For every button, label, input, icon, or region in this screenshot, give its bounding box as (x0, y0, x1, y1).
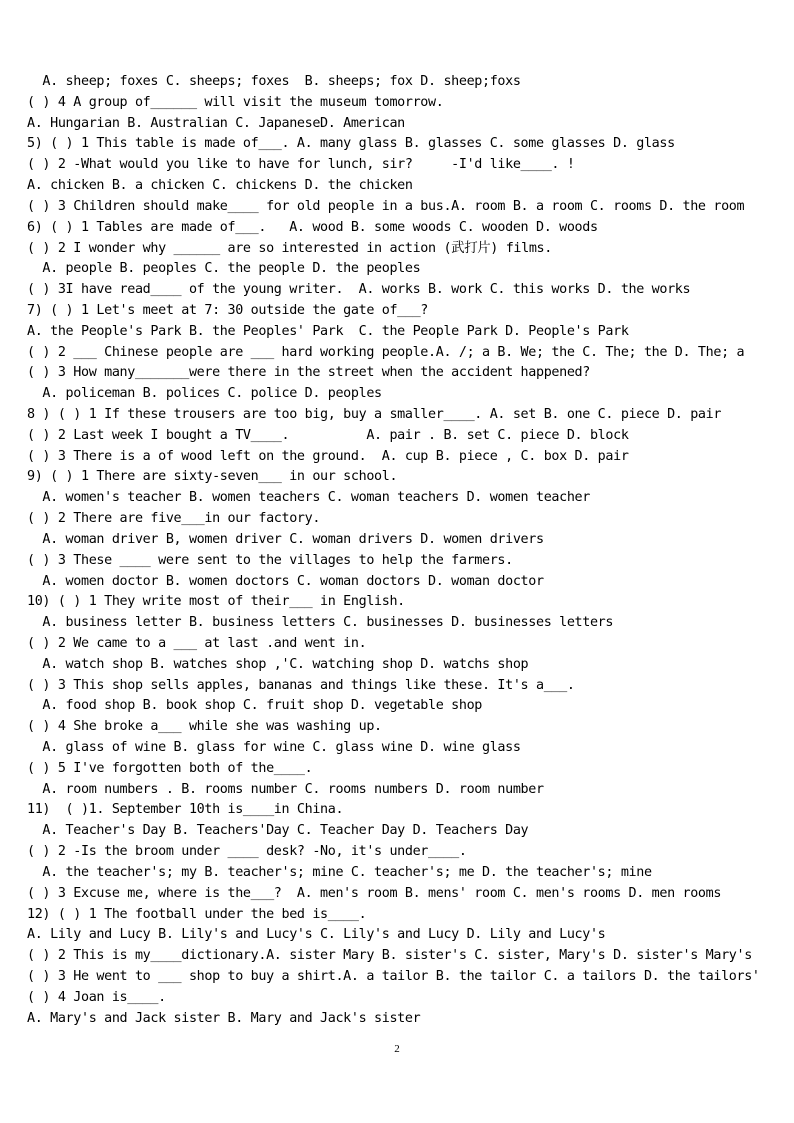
text-line: ( ) 4 She broke a___ while she was washing up. (27, 719, 382, 735)
text-line: ( ) 3 How many_______were there in the street when the accident happened? (27, 365, 590, 381)
text-line: 7) ( ) 1 Let's meet at 7: 30 outside the gate of___? (27, 302, 429, 318)
text-line: 5) ( ) 1 This table is made of___. A. many glass B. glasses C. some glasses D. glass (27, 136, 675, 152)
text-line: ( ) 2 This is my____dictionary.A. sister Mary B. sister's C. sister, Mary's D. sister's Mary's (27, 948, 752, 964)
text-line: A. people B. peoples C. the people D. the peoples (27, 261, 421, 277)
text-line: ( ) 2 I wonder why ______ are so interested in action (武打片) films. (27, 240, 552, 256)
text-line: A. room numbers . B. rooms number C. rooms numbers D. room number (27, 781, 544, 797)
text-line: A. sheep; foxes C. sheeps; foxes B. sheeps; fox D. sheep;foxs (27, 74, 521, 89)
text-line: ( ) 2 Last week I bought a TV____. A. pair . B. set C. piece D. block (27, 427, 629, 443)
text-line: A. the People's Park B. the Peoples' Park C. the People Park D. People's Park (27, 323, 629, 339)
text-line: A. Hungarian B. Australian C. JapaneseD. American (27, 115, 405, 131)
text-line: A. women's teacher B. women teachers C. woman teachers D. women teacher (27, 490, 590, 506)
text-line: A. glass of wine B. glass for wine C. glass wine D. wine glass (27, 740, 521, 755)
text-line: ( ) 2 -Is the broom under ____ desk? -No, it's under____. (27, 844, 467, 860)
text-line: 10) ( ) 1 They write most of their___ in English. (27, 594, 405, 610)
text-line: ( ) 3 This shop sells apples, bananas and things like these. It's a___. (27, 677, 575, 693)
text-line: A. women doctor B. women doctors C. woman doctors D. woman doctor (27, 573, 544, 589)
text-line: ( ) 4 Joan is____. (27, 989, 166, 1005)
text-line: 6) ( ) 1 Tables are made of___. A. wood B. some woods C. wooden D. woods (27, 219, 598, 235)
text-line: ( ) 2 We came to a ___ at last .and went in. (27, 635, 367, 651)
text-line: ( ) 3 These ____ were sent to the villages to help the farmers. (27, 552, 513, 568)
text-line: 12) ( ) 1 The football under the bed is____. (27, 906, 367, 922)
text-line: ( ) 3 Excuse me, where is the___? A. men's room B. mens' room C. men's rooms D. men rooms (27, 885, 722, 901)
text-line: ( ) 4 A group of______ will visit the museum tomorrow. (27, 94, 444, 110)
text-line: A. the teacher's; my B. teacher's; mine C. teacher's; me D. the teacher's; mine (27, 864, 652, 880)
text-line: ( ) 3 There is a of wood left on the ground. A. cup B. piece , C. box D. pair (27, 448, 629, 464)
text-line: A. watch shop B. watches shop ,'C. watching shop D. watchs shop (27, 656, 529, 672)
text-line: 11) ( )1. September 10th is____in China. (27, 802, 344, 818)
text-line: A. chicken B. a chicken C. chickens D. the chicken (27, 178, 413, 194)
text-line: A. food shop B. book shop C. fruit shop D. vegetable shop (27, 698, 482, 714)
text-line: A. business letter B. business letters C. businesses D. businesses letters (27, 615, 614, 631)
text-line: ( ) 2 -What would you like to have for lunch, sir? -I'd like____. ! (27, 157, 575, 173)
text-line: ( ) 2 ___ Chinese people are ___ hard working people.A. /; a B. We; the C. The; the D. The; a (27, 344, 745, 360)
text-line: ( ) 2 There are five___in our factory. (27, 511, 321, 527)
text-line: ( ) 3 Children should make____ for old people in a bus.A. room B. a room C. rooms D. the room (27, 198, 745, 214)
text-line: A. Lily and Lucy B. Lily's and Lucy's C. Lily's and Lucy D. Lily and Lucy's (27, 927, 606, 943)
text-line: ( ) 5 I've forgotten both of the____. (27, 760, 313, 776)
text-line: A. Mary's and Jack sister B. Mary and Jack's sister (27, 1010, 421, 1026)
text-line: 8 ) ( ) 1 If these trousers are too big, buy a smaller____. A. set B. one C. piece D. pair (27, 407, 722, 422)
text-line: 9) ( ) 1 There are sixty-seven___ in our school. (27, 469, 398, 485)
text-line: A. woman driver B, women driver C. woman drivers D. women drivers (27, 531, 544, 547)
exercise-text (27, 72, 787, 1029)
text-line: A. Teacher's Day B. Teachers'Day C. Teacher Day D. Teachers Day (27, 823, 529, 839)
text-line: A. policeman B. polices C. police D. peoples (27, 386, 382, 402)
text-line: ( ) 3I have read____ of the young writer. A. works B. work C. this works D. the works (27, 282, 691, 298)
text-line: ( ) 3 He went to ___ shop to buy a shirt.A. a tailor B. the tailor C. a tailors D. the tailors' (27, 968, 760, 984)
page-number: 2 (394, 1043, 400, 1055)
